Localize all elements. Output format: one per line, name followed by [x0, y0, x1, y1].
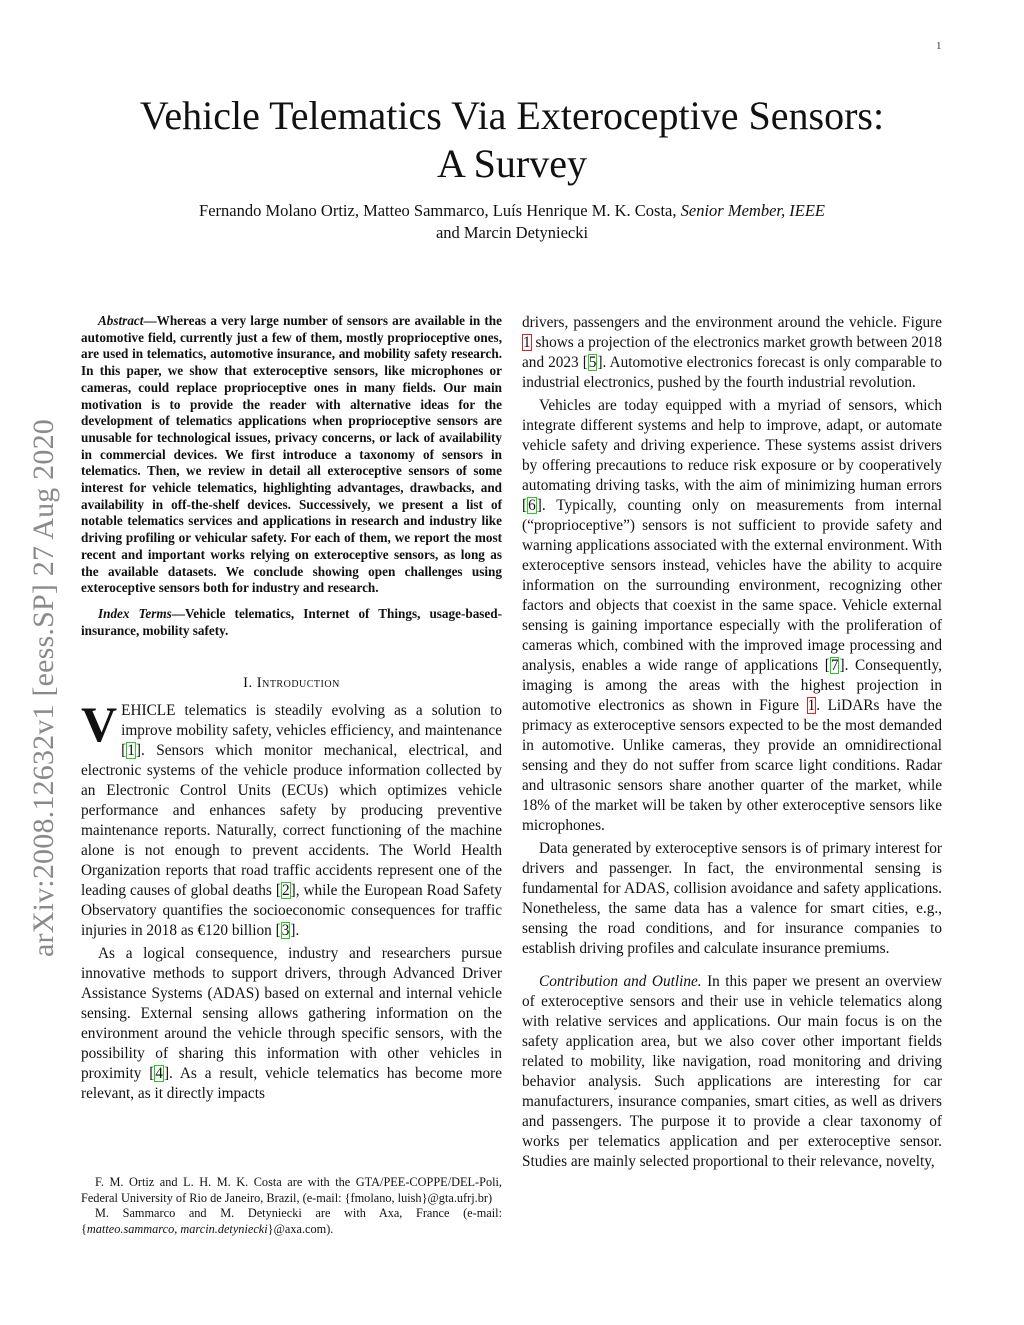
- email-list: matteo.sammarco, marcin.detyniecki: [86, 1221, 268, 1236]
- index-terms-label: Index Terms: [98, 605, 172, 621]
- authors-line-2: and Marcin Detyniecki: [435, 223, 589, 242]
- abstract-text: —Whereas a very large number of sensors are available in the automotive field, currently just a few of them, mostly proprioceptive ones, are used in telematics, automotive insurance, and mobility safety research. In this paper, we show that exteroceptive sensors, like microphones or cameras, could replace proprioceptive ones in many fields. Our main motivation is to provide the reader with alternative ideas for the development of telematics applications when proprioceptive sensors are unusable for technological issues, privacy concerns, or lack of availability in commercial devices. We first introduce a taxonomy of sensors in telematics. Then, we review in detail all exteroceptive sensors of some interest for vehicle telematics, highlighting advantages, drawbacks, and availability in off-the-shelf devices. Successively, we present a list of notable telematics services and applications in research and industry like driving profiling or vehicular safety. For each of them, we report the most recent and important works relying on exteroceptive sensors, as long as the available datasets. We conclude showing open challenges using exteroceptive sensors both for industry and research.: [81, 313, 502, 596]
- text-run: ].: [290, 922, 300, 940]
- drop-cap: V: [81, 696, 118, 753]
- text-run: ]. Automotive electronics forecast is only comparable to industrial electronics, pushed by the fourth industrial revolution.: [522, 354, 942, 391]
- page-number: 1: [936, 40, 942, 52]
- citation-link[interactable]: 6: [528, 497, 536, 514]
- intro-paragraph-1: [81, 696, 502, 941]
- text-run: ]. Typically, counting only on measurements from internal (“proprioceptive”) sensors is not sufficient to provide safety and warning applications associated with the external environment. With exteroceptive sensors instead, vehicles have the ability to acquire information on the surrounding environment, recognizing other factors and objects that coexist in the same space. Vehicle external sensing is gaining importance especially with the proliferation of cameras which, combined with the improved image processing and analysis, enables a wide range of applications [: [522, 497, 942, 674]
- text-run: }@axa.com).: [267, 1221, 334, 1236]
- citation-link[interactable]: 1: [127, 742, 135, 760]
- citation-link[interactable]: 3: [281, 922, 290, 940]
- title-line-1: Vehicle Telematics Via Exteroceptive Sensors:: [139, 93, 885, 138]
- text-run: ]. As a result, vehicle telematics has become more relevant, as it directly impacts: [81, 1065, 503, 1103]
- abstract-label: Abstract: [98, 313, 144, 328]
- intro-paragraph-3: [522, 396, 942, 836]
- right-column: [522, 313, 942, 1172]
- arxiv-stamp: arXiv:2008.12632v1 [eess.SP] 27 Aug 2020: [27, 419, 60, 957]
- text-run: M. Sammarco and M. Detyniecki are with Axa, France (e-mail: {: [81, 1206, 502, 1236]
- abstract: [81, 313, 502, 597]
- citation-link[interactable]: 7: [830, 657, 839, 674]
- index-terms: [81, 606, 502, 639]
- figure-ref-link[interactable]: 1: [807, 697, 816, 714]
- intro-paragraph-2: [81, 944, 502, 1104]
- section-title: Introduction: [256, 675, 340, 692]
- text-run: In this paper we present an overview of exteroceptive sensors and their use in vehicle telematics along with relative services and applications. Our main focus is on the safety application area, but we also cover other important fields related to mobility, like navigation, road monitoring and driving behavior analysis. Such applications are interesting for car manufacturers, insurance companies, smart cities, as well as drivers and passengers. The purpose it to provide a clear taxonomy of works per telematics application and per exteroceptive sensor. Studies are mainly selected proportional to their relevance, novelty,: [522, 973, 942, 1170]
- text-run: . LiDARs have the primacy as exteroceptive sensors expected to be the most demanded in automotive. Unlike cameras, they provide an omnidirectional sensing and they do not suffer from scarce light conditions. Radar and ultrasonic sensors share another quarter of the market, while 18% of the market will be taken by other exteroceptive sensors like microphones.: [522, 697, 942, 834]
- text-run: shows a projection of the electronics market growth between 2018 and 2023 [: [522, 334, 942, 371]
- footnote-affiliation-2: [81, 1206, 502, 1237]
- run-in-heading: Contribution and Outline.: [539, 973, 702, 990]
- footnote-affiliation-1: F. M. Ortiz and L. H. M. K. Costa are with the GTA/PEE-COPPE/DEL-Poli, Federal University of Rio de Janeiro, Brazil, (e-mail: {fmolano, luish}@gta.ufrj.br): [81, 1175, 502, 1205]
- left-column: [81, 313, 502, 1104]
- section-number: I.: [243, 675, 257, 692]
- authors-line-1: Fernando Molano Ortiz, Matteo Sammarco, Luís Henrique M. K. Costa,: [199, 201, 681, 220]
- footnotes: [81, 1175, 502, 1237]
- text-run: drivers, passengers and the environment around the vehicle. Figure: [522, 314, 942, 331]
- text-run: ]. Sensors which monitor mechanical, electrical, and electronic systems of the vehicle produce information collected by an Electronic Control Units (ECUs) which optimizes vehicle performance and enhances safety by producing preventive maintenance reports. Naturally, correct functioning of the machine alone is not enough to prevent accidents. The World Health Organization reports that road traffic accidents represent one of the leading causes of global deaths [: [81, 742, 502, 900]
- intro-paragraph-2-continued: [522, 313, 942, 393]
- intro-paragraph-4: Data generated by exteroceptive sensors is of primary interest for drivers and passenger. In fact, the environmental sensing is fundamental for ADAS, collision avoidance and safety applications. Nonetheless, the same data has a valence for smart cities, e.g., sensing the road conditions, and for insurance companies to establish driving profiles and calculate insurance premiums.: [522, 840, 942, 957]
- author-role: Senior Member, IEEE: [680, 201, 825, 220]
- index-terms-text: —Vehicle telematics, Internet of Things, usage-based-insurance, mobility safety.: [81, 605, 502, 638]
- citation-link[interactable]: 5: [588, 354, 597, 371]
- citation-link[interactable]: 4: [155, 1065, 163, 1083]
- figure-ref-link[interactable]: 1: [523, 334, 531, 351]
- paper-title: [80, 92, 944, 188]
- contribution-paragraph: [522, 972, 942, 1172]
- text-run: Vehicles are today equipped with a myriad of sensors, which integrate different systems and help to improve, adapt, or automate vehicle safety and driving experience. These systems assist drivers by offering precautions to reduce risk exposure or by cooperatively automating driving tasks, with the aim of minimizing human errors [: [522, 397, 942, 514]
- title-line-2: A Survey: [437, 141, 587, 186]
- text-run: ]. Consequently, imaging is among the areas with the highest projection in automotive electronics as shown in Figure: [522, 657, 942, 714]
- text-run: As a logical consequence, industry and researchers pursue innovative methods to support drivers, through Advanced Driver Assistance Systems (ADAS) based on external and internal vehicle sensing. External sensing allows gathering information on the environment around the vehicle through specific sensors, with the possibility of sharing this information with other vehicles in proximity [: [81, 945, 502, 1083]
- citation-link[interactable]: 2: [281, 882, 290, 900]
- section-heading-introduction: [81, 675, 502, 692]
- author-list: [80, 200, 944, 244]
- text-run: EHICLE telematics is steadily evolving as a solution to improve mobility safety, vehicles efficiency, and maintenance [: [121, 702, 502, 760]
- text-run: ], while the European Road Safety Observatory quantifies the socioeconomic consequences for traffic injuries in 2018 as €120 billion [: [81, 882, 502, 940]
